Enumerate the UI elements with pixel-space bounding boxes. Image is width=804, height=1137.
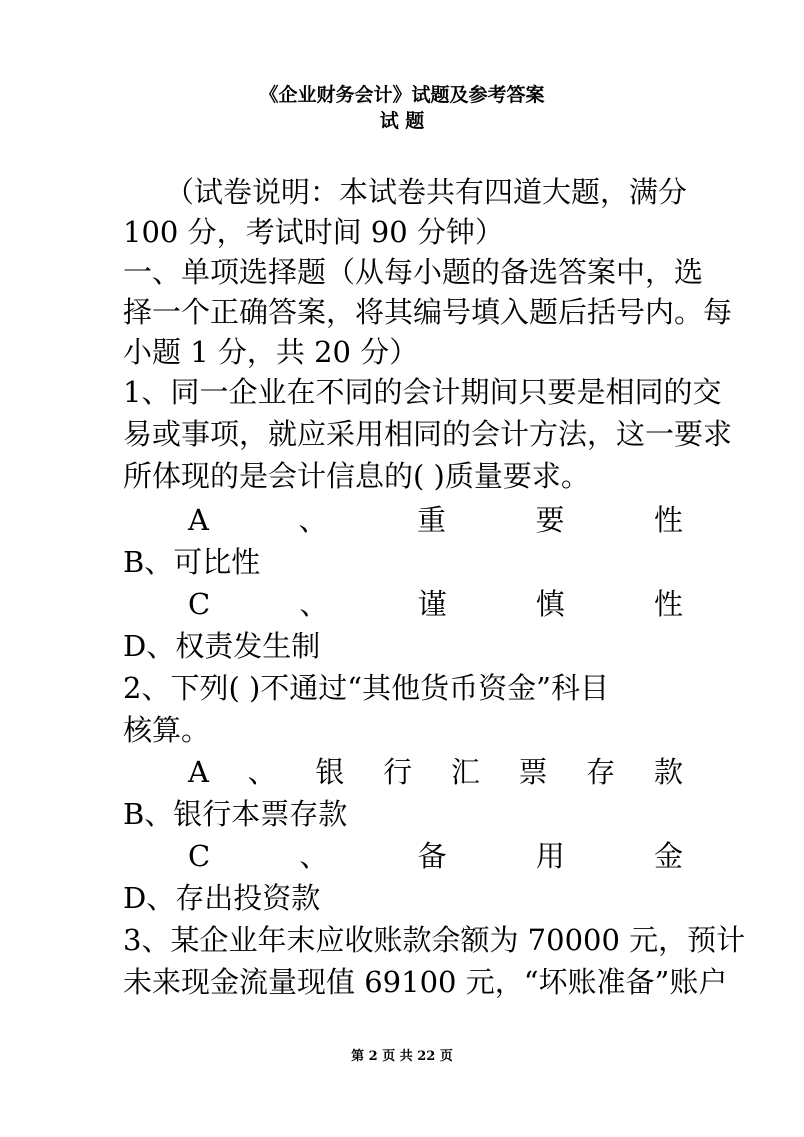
q2-option-a-char: 、 [247,755,277,789]
q2-option-c-char: 金 [653,839,683,873]
q2-option-a-char: A [188,755,209,789]
q1-option-d: D、权责发生制 [123,629,321,663]
q2-option-c-char: 备 [417,839,447,873]
q1-option-c-char: 慎 [535,587,565,621]
q1-option-c-char: 谨 [417,587,447,621]
q2-line-1: 2、下列( )不通过“其他货币资金”科目 [123,671,609,705]
q2-option-a-char: 款 [653,755,683,789]
q2-option-c-char: 用 [535,839,565,873]
intro-line-2: 100 分，考试时间 90 分钟） [123,215,504,249]
q1-option-a-char: 性 [653,503,683,537]
q1-option-a [188,500,683,540]
q1-option-a-char: A [188,503,209,537]
page-number: 第 2 页 共 22 页 [351,1049,453,1064]
q1-line-2: 易或事项，就应采用相同的会计方法，这一要求 [123,417,733,451]
q2-option-c [188,836,683,876]
q2-option-c-char: 、 [299,839,329,873]
q2-option-b: B、银行本票存款 [123,797,348,831]
section1-line-2: 择一个正确答案，将其编号填入题后括号内。每 [123,295,733,329]
q1-line-1: 1、同一企业在不同的会计期间只要是相同的交 [123,375,722,409]
q3-line-1: 3、某企业年末应收账款余额为 70000 元，预计 [123,923,746,957]
q1-option-c [188,584,683,624]
q1-option-c-char: 、 [299,587,329,621]
section1-line-3: 小题 1 分，共 20 分） [123,335,419,369]
q1-option-c-char: C [188,587,211,621]
q3-line-2: 未来现金流量现值 69100 元，“坏账准备”账户 [123,965,728,999]
q2-option-a-char: 存 [586,755,616,789]
q1-option-a-char: 重 [416,503,446,537]
q2-option-a-char: 票 [518,755,548,789]
q2-option-a [188,752,683,792]
intro-line-1: （试卷说明：本试卷共有四道大题，满分 [165,175,688,209]
q1-option-c-char: 性 [653,587,683,621]
section1-line-1: 一、单项选择题（从每小题的备选答案中，选 [123,255,704,289]
document-subtitle: 试 题 [379,110,425,132]
q2-line-2: 核算。 [123,713,211,747]
q2-option-d: D、存出投资款 [123,881,321,915]
q2-option-a-char: 行 [383,755,413,789]
q1-option-a-char: 、 [298,503,328,537]
q1-option-a-char: 要 [535,503,565,537]
q1-option-b: B、可比性 [123,545,261,579]
document-title: 《企业财务会计》试题及参考答案 [259,84,545,106]
q2-option-c-char: C [188,839,211,873]
q1-line-3: 所体现的是会计信息的( )质量要求。 [123,459,590,493]
q2-option-a-char: 汇 [450,755,480,789]
q2-option-a-char: 银 [315,755,345,789]
